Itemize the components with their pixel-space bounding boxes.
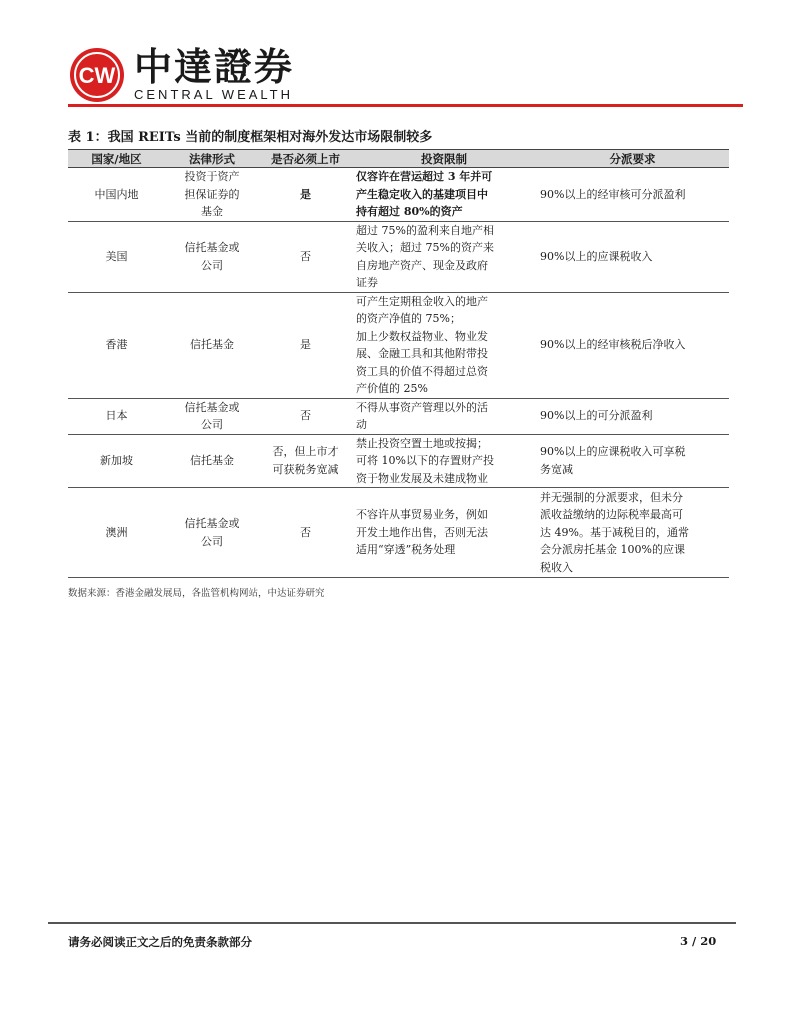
column-header-region: 国家/地区 [68,150,165,168]
table-row [68,221,729,292]
cell-line: 的资产净值的 75%； [356,312,461,325]
footer-divider [48,922,736,924]
cell-line: 美国 [105,249,128,263]
cell-line: 派收益缴纳的边际税率最高可 [540,508,683,522]
cell-line: 动 [356,418,367,431]
cell-restrictions [352,221,536,292]
cw-logo-icon [68,46,126,104]
cell-line: 90%以上的经审核可分派盈利 [540,187,686,201]
page-number: 3 / 20 [680,934,717,948]
cell-restrictions [352,168,536,222]
cell-line: 是 [300,338,311,352]
cell-restrictions [352,292,536,398]
cell-legal-form [165,488,259,578]
company-logo [68,44,308,106]
cell-restrictions [352,398,536,434]
cell-legal-form [165,434,259,488]
cell-region [68,168,165,222]
cell-line: 仅容许在营运超过 3 年并可 [356,170,493,183]
cell-distribution [536,221,729,292]
cell-line: 香港 [105,338,128,352]
table-row [68,292,729,398]
cell-line: 可产生定期租金收入的地产 [356,294,488,308]
cell-line: 投资于资产 [184,170,240,183]
cell-line: 信托基金 [190,338,234,352]
cell-listing [259,168,352,222]
cell-region [68,434,165,488]
cell-line: 信托基金 [190,454,234,467]
cell-legal-form [165,292,259,398]
cell-line: 产生稳定收入的基建项目中 [356,187,488,201]
reits-comparison-table [68,149,729,578]
table-header-row [68,150,729,168]
cell-line: 公司 [201,534,223,548]
table-row [68,398,729,434]
cell-region [68,221,165,292]
cell-line: 否 [300,249,311,263]
table-title: 表 1：我国 REITs 当前的制度框架相对海外发达市场限制较多 [68,130,433,145]
cell-line: 开发土地作出售，否则无法 [356,525,488,539]
logo-chinese-name: 中達證券 [134,45,295,89]
cell-line: 信托基金或 [184,400,240,414]
cell-line: 基金 [201,205,223,218]
cell-line: 否 [300,525,311,539]
logo-english-name: CENTRAL WEALTH [134,87,294,102]
cell-distribution [536,488,729,578]
table-row [68,168,729,222]
cell-line: 90%以上的应课税收入 [540,249,653,263]
header-divider [68,104,743,107]
table-row [68,434,729,488]
cell-region [68,292,165,398]
cell-restrictions [352,488,536,578]
cell-distribution [536,292,729,398]
cell-line: 90%以上的可分派盈利 [540,409,653,423]
cell-line: 超过 75%的盈利来自地产相 [356,223,494,237]
cell-line: 是 [300,187,311,201]
cell-line: 税收入 [540,560,573,574]
cell-distribution [536,168,729,222]
cell-line: 公司 [201,258,223,272]
cell-line: 务宽减 [540,462,573,476]
cell-line: 可获税务宽减 [272,462,339,476]
cell-line: 信托基金或 [184,241,240,254]
cell-line: 自房地产资产、现金及政府 [356,258,488,272]
cell-line: 产价值的 25% [356,382,428,395]
cell-line: 澳洲 [105,525,128,539]
cell-line: 关收入；超过 75%的资产来 [356,241,494,254]
cell-listing [259,221,352,292]
cell-line: 公司 [201,418,223,431]
cell-line: 适用“穿透”税务处理 [356,543,456,557]
cell-line: 资于物业发展及未建成物业 [356,471,488,485]
column-header-listing: 是否必须上市 [259,150,352,168]
cell-line: 不得从事资产管理以外的活 [356,400,488,414]
cell-line: 90%以上的应课税收入可享税 [540,445,686,459]
cell-legal-form [165,168,259,222]
cell-line: 会分派房托基金 100%的应课 [540,543,685,557]
cell-listing [259,398,352,434]
cell-listing [259,434,352,488]
cell-line: 90%以上的经审核税后净收入 [540,338,686,352]
cell-restrictions [352,434,536,488]
cell-region [68,398,165,434]
cell-line: 资工具的价值不得超过总资 [356,364,488,378]
logo-mark-text: CW [78,63,116,88]
cell-line: 证券 [356,276,378,289]
table-row [68,488,729,578]
cell-listing [259,488,352,578]
cell-line: 并无强制的分派要求，但未分 [540,490,683,504]
cell-legal-form [165,398,259,434]
cell-line: 新加坡 [100,454,133,467]
cell-line: 否 [300,409,311,423]
column-header-legal-form: 法律形式 [165,150,259,168]
cell-region [68,488,165,578]
cell-line: 否，但上市才 [272,445,339,459]
cell-line: 可将 10%以下的存置财产投 [356,454,494,467]
cell-line: 展、金融工具和其他附带投 [356,347,488,360]
cell-line: 持有超过 80%的资产 [356,205,463,218]
cell-line: 日本 [105,409,128,423]
data-source-note: 数据来源：香港金融发展局，各监管机构网站，中达证券研究 [68,588,325,599]
column-header-distribution: 分派要求 [536,150,729,168]
cell-line: 信托基金或 [184,517,240,530]
column-header-restrictions: 投资限制 [352,150,536,168]
cell-distribution [536,434,729,488]
cell-line: 中国内地 [94,187,139,201]
cell-legal-form [165,221,259,292]
footer-disclaimer: 请务必阅读正文之后的免责条款部分 [68,935,252,949]
cell-line: 担保证券的 [184,187,240,201]
cell-line: 达 49%。基于减税目的，通常 [540,525,689,539]
cell-distribution [536,398,729,434]
cell-line: 加上少数权益物业、物业发 [356,329,488,343]
cell-line: 禁止投资空置土地或按揭； [356,436,488,450]
cell-listing [259,292,352,398]
cell-line: 不容许从事贸易业务，例如 [356,508,488,522]
